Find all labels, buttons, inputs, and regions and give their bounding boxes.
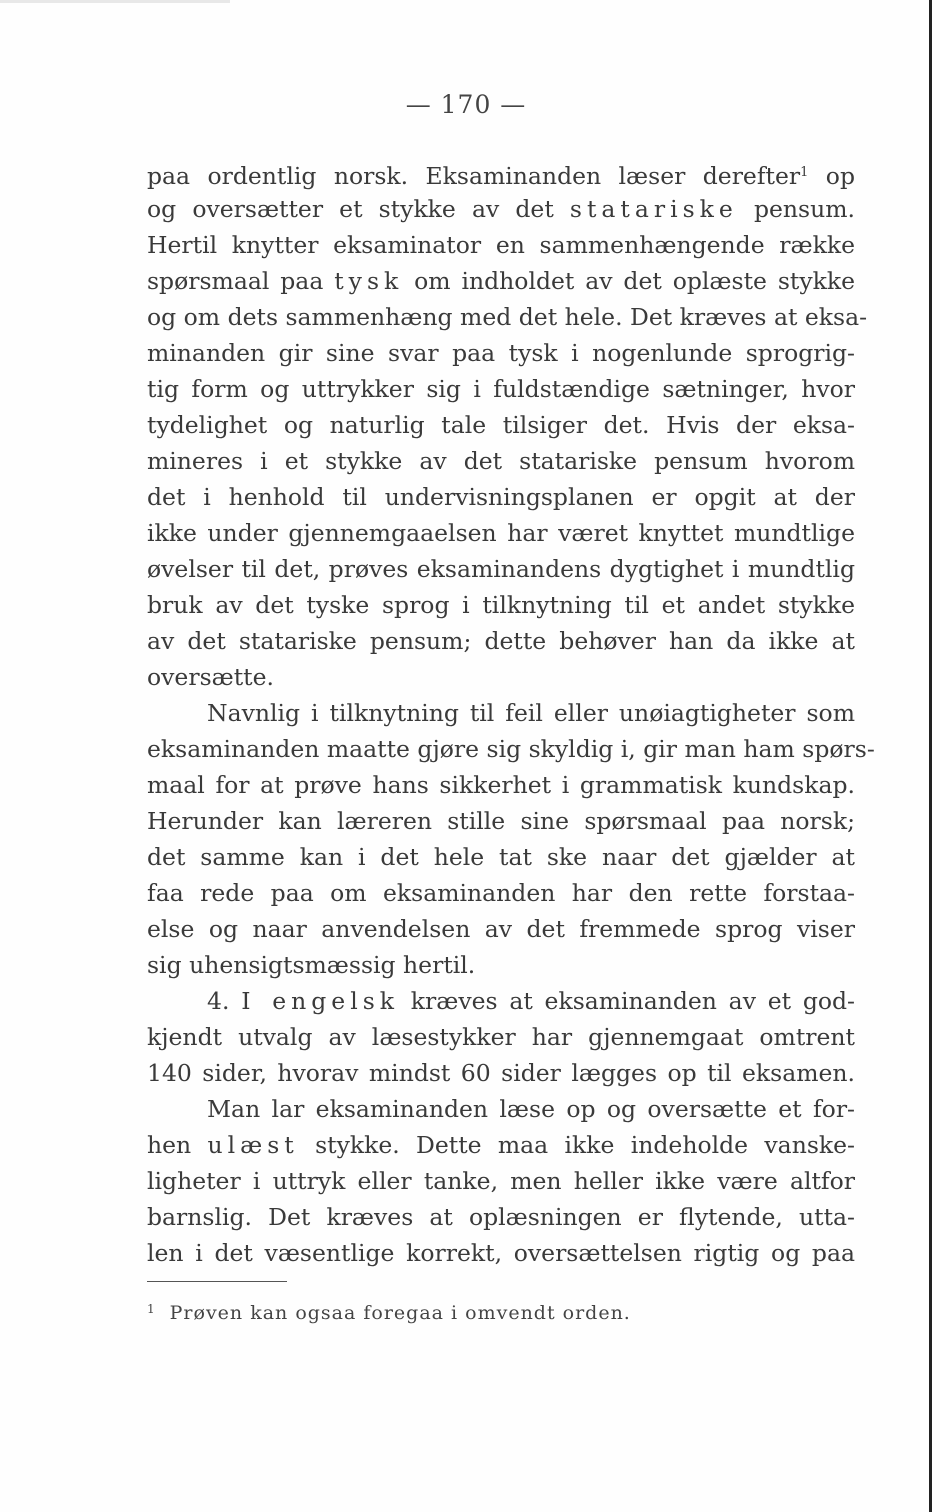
spaced-emphasis: tysk <box>334 267 404 295</box>
spaced-emphasis: I engelsk <box>241 987 400 1015</box>
text-line <box>147 875 855 911</box>
line-text: tydelighet og naturlig tale tilsiger det. Hvis der eksa- <box>147 411 855 439</box>
line-text: spørsmaal paa <box>147 267 335 295</box>
text-line <box>147 911 855 947</box>
line-text: øvelser til det, prøves eksaminandens dygtighet i mundtlig <box>147 555 855 583</box>
spaced-emphasis: statariske <box>569 195 738 223</box>
line-text: Herunder kan læreren stille sine spørsmaal paa norsk; <box>147 807 855 835</box>
line-text: maal for at prøve hans sikkerhet i grammatisk kundskap. <box>147 771 855 799</box>
text-line <box>147 623 855 659</box>
text-line <box>147 1091 855 1127</box>
line-text: av det statariske pensum; dette behøver han da ikke at <box>147 627 855 655</box>
text-line <box>147 1127 855 1163</box>
line-text: faa rede paa om eksaminanden har den rette forstaa- <box>147 879 855 907</box>
text-line <box>147 803 855 839</box>
line-text: og om dets sammenhæng med det hele. Det kræves at eksa- <box>147 303 868 331</box>
text-line <box>147 191 855 227</box>
text-line <box>147 479 855 515</box>
text-line <box>147 371 855 407</box>
line-text: ligheter i uttryk eller tanke, men heller ikke være altfor <box>147 1167 855 1195</box>
line-text: ikke under gjennemgaaelsen har været knyttet mundtlige <box>147 519 855 547</box>
line-text: 4. <box>207 987 242 1015</box>
text-line <box>147 659 855 695</box>
text-line <box>147 443 855 479</box>
text-line <box>147 299 868 335</box>
body-text <box>147 155 875 1271</box>
line-text: mineres i et stykke av det statariske pensum hvorom <box>147 447 855 475</box>
line-text: minanden gir sine svar paa tysk i nogenlunde sprogrig- <box>147 339 855 367</box>
text-line <box>147 1019 855 1055</box>
text-line <box>147 1199 855 1235</box>
line-text: Man lar eksaminanden læse op og oversætte et for- <box>207 1095 855 1123</box>
text-line <box>147 551 855 587</box>
line-text: oversætte. <box>147 663 274 691</box>
text-line <box>147 947 855 983</box>
line-text: 140 sider, hvorav mindst 60 sider lægges op til eksamen. <box>147 1059 855 1087</box>
text-line <box>147 227 855 263</box>
line-text: pensum. <box>737 195 855 223</box>
line-text: bruk av det tyske sprog i tilknytning til et andet stykke <box>147 591 855 619</box>
line-text: len i det væsentlige korrekt, oversættelsen rigtig og paa <box>147 1239 855 1267</box>
spaced-emphasis: ulæst <box>207 1131 299 1159</box>
line-text: hen <box>147 1131 208 1159</box>
line-text: op <box>808 162 855 190</box>
footnote-marker: 1 <box>147 1302 156 1316</box>
text-line <box>147 1235 855 1271</box>
line-text: og oversætter et stykke av det <box>147 195 570 223</box>
line-text: det i henhold til undervisningsplanen er opgit at der <box>147 483 855 511</box>
line-text: barnslig. Det kræves at oplæsningen er flytende, utta- <box>147 1203 855 1231</box>
text-line <box>147 983 855 1019</box>
line-text: tig form og uttrykker sig i fuldstændige sætninger, hvor <box>147 375 855 403</box>
line-text: eksaminanden maatte gjøre sig skyldig i, gir man ham spørs- <box>147 735 875 763</box>
footnote-divider <box>147 1281 287 1282</box>
text-line <box>147 1055 855 1091</box>
line-text: kjendt utvalg av læsestykker har gjennemgaat omtrent <box>147 1023 855 1051</box>
line-text: om indholdet av det oplæste stykke <box>403 267 855 295</box>
text-line <box>147 767 855 803</box>
text-line <box>147 839 855 875</box>
text-line <box>147 695 855 731</box>
line-text: paa ordentlig norsk. Eksaminanden læser derefter <box>147 162 801 190</box>
line-text: sig uhensigtsmæssig hertil. <box>147 951 476 979</box>
line-text: kræves at eksaminanden av et god- <box>399 987 855 1015</box>
text-line <box>147 155 855 191</box>
text-line <box>147 587 855 623</box>
text-line <box>147 1163 855 1199</box>
line-text: Navnlig i tilknytning til feil eller unøiagtigheter som <box>207 699 855 727</box>
footnote-reference: 1 <box>800 165 809 180</box>
page-edge-mark <box>0 0 230 3</box>
text-line <box>147 731 875 767</box>
footnote <box>147 1302 855 1324</box>
page-number: — 170 — <box>405 90 527 119</box>
footnote-text: Prøven kan ogsaa foregaa i omvendt orden. <box>169 1302 631 1324</box>
line-text: else og naar anvendelsen av det fremmede sprog viser <box>147 915 855 943</box>
line-text: det samme kan i det hele tat ske naar det gjælder at <box>147 843 855 871</box>
text-line <box>147 407 855 443</box>
text-line <box>147 263 855 299</box>
line-text: Hertil knytter eksaminator en sammenhængende række <box>147 231 855 259</box>
text-line <box>147 335 855 371</box>
text-line <box>147 515 855 551</box>
line-text: stykke. Dette maa ikke indeholde vanske- <box>298 1131 855 1159</box>
